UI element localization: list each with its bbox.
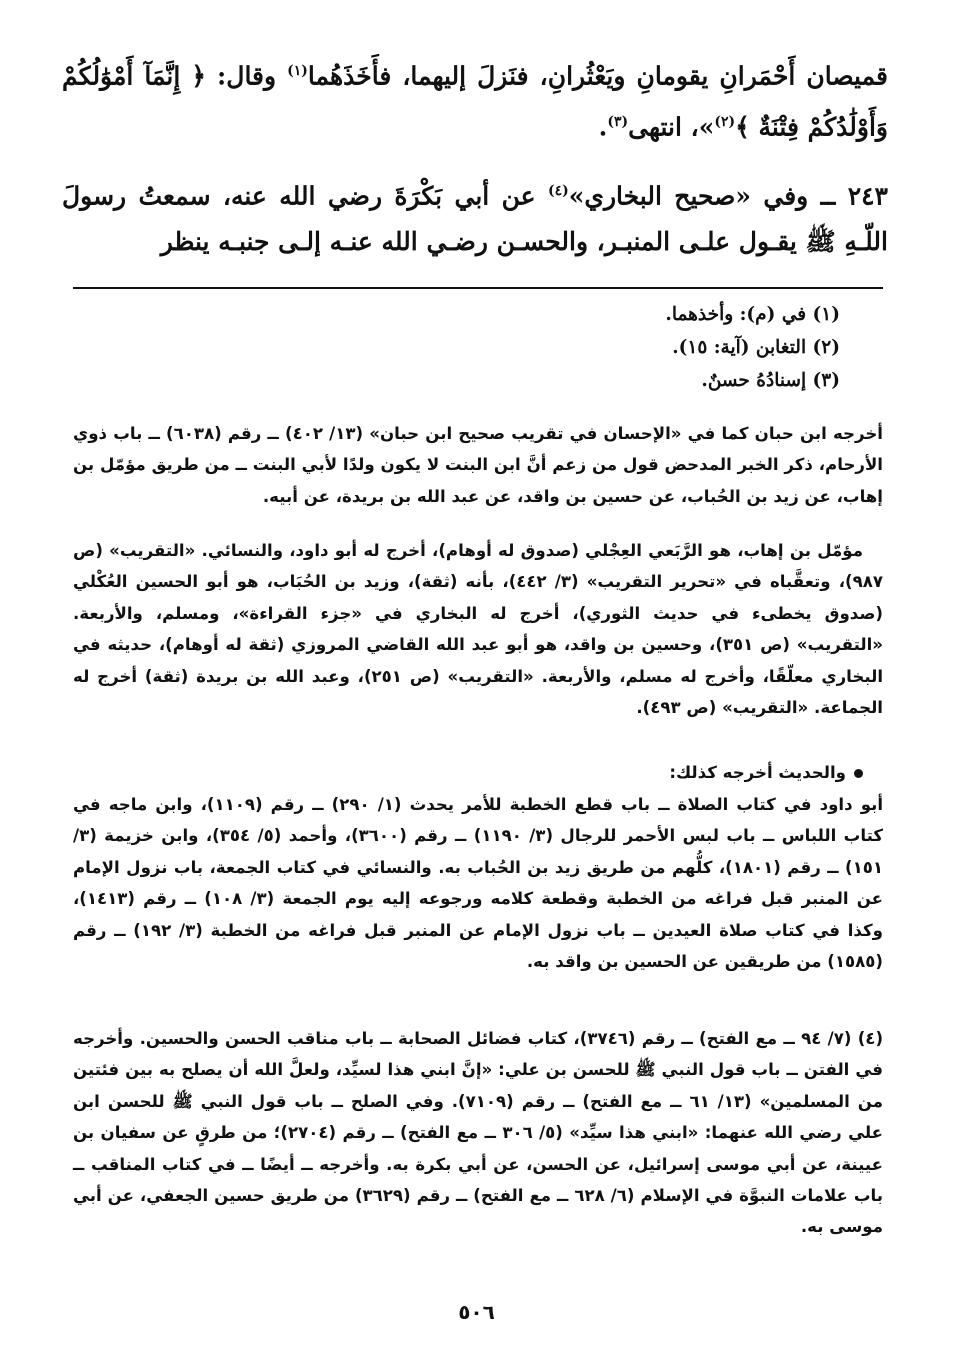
note-paragraph-1 — [73, 418, 883, 512]
note-text-2: مؤمّل بن إهاب، هو الرَّبَعي العِجْلي (صدوق له أوهام)، أخرج له أبو داود، والنسائي. «التقريب» (ص ٩٨٧)، وتعقَّباه في «تحرير التقريب» (٣/ ٤٤٢)، بأنه (ثقة)، وزيد بن الحُبَاب، هو أبو الحسين العُكْلي (صدوق يخطىء في حديث الثوري)، أخرج له البخاري في «جزء القراءة»، ومسلم، والأربعة. «التقريب» (ص ٣٥١)، وحسين بن واقد، هو أبو عبد الله القاضي المروزي (ثقة له أوهام)، حديثه في البخاري معلّقًا، وأخرج له مسلم، والأربعة. «التقريب» (ص ٢٥١)، وعبد الله بن بريدة (ثقة) أخرج له الجماعة. «التقريب» (ص ٤٩٣). — [73, 541, 884, 718]
hadith-text-a: ــ وفي «صحيح البخاري» — [568, 181, 848, 211]
footnote-2: (٢) التغابن (آية: ١٥). — [672, 337, 840, 358]
footnote-list — [140, 298, 840, 397]
hadith-text-b: عن أبي بَكْرَةَ رضي الله عنه، سمعتُ رسولَ اللّـهِ ﷺ يقـول علـى المنبـر، والحسـن رضـي الله عنـه إلـى جنبـه ينظر — [62, 181, 888, 257]
footnote-ref-1[interactable]: (١) — [287, 63, 308, 79]
note-text-4: أبو داود في كتاب الصلاة ــ باب قطع الخطبة للأمر يحدث (١/ ٢٩٠) ــ رقم (١١٠٩)، وابن ماجه في كتاب اللباس ــ باب لبس الأحمر للرجال (٣/ ١١٩٠) ــ رقم (٣٦٠٠)، وأحمد (٥/ ٣٥٤)، وابن خزيمة (٣/ ١٥١) ــ رقم (١٨٠١)، كلُّهم من طريق زيد بن الحُباب به. والنسائي في كتاب الجمعة، باب نزول الإمام عن المنبر قبل فراغه من الخطبة وقطعة كلامه ورجوعه إليه يوم الجمعة (٣/ ١٠٨) ــ رقم (١٤١٣)، وكذا في كتاب صلاة العيدين ــ باب نزول الإمام عن المنبر قبل فراغه من الخطبة (٣/ ١٩٢) ــ رقم (١٥٨٥) من طريقين عن الحسين بن واقد به. — [73, 795, 884, 972]
note-text-5: (٤) (٧/ ٩٤ ــ مع الفتح) ــ رقم (٣٧٤٦)، كتاب فضائل الصحابة ــ باب مناقب الحسن والحسين. وأخرجه في الفتن ــ باب قول النبي ﷺ للحسن بن علي: «إنَّ ابني هذا لسيِّد، ولعلَّ الله أن يصلح به بين فئتين من المسلمين» (١٣/ ٦١ ــ مع الفتح) ــ رقم (٧١٠٩). وفي الصلح ــ باب قول النبي ﷺ للحسن ابن علي رضي الله عنهما: «ابني هذا سيِّد» (٥/ ٣٠٦ ــ مع الفتح) ــ رقم (٢٧٠٤)؛ من طرقٍ عن سفيان بن عيينة، عن أبي موسى إسرائيل، عن الحسن، عن أبي بكرة به. وأخرجه ــ أيضًا ــ في كتاب المناقب ــ باب علامات النبوَّة في الإسلام (٦/ ٦٢٨ ــ مع الفتح) ــ رقم (٣٦٢٩) من طريق حسين الجعفي، عن أبي موسى به. — [73, 1029, 884, 1237]
main-text-block-1 — [62, 48, 888, 151]
main-line-1c: »، انتهى — [628, 112, 715, 142]
footnote-ref-2[interactable]: (٢) — [714, 114, 736, 131]
note-paragraph-4 — [73, 789, 883, 977]
footnote-1: (١) في (م): وأخذهما. — [665, 304, 840, 325]
footnote-ref-3[interactable]: (٣) — [607, 114, 629, 131]
footnote-separator — [73, 287, 883, 289]
main-line-1b: وقال: ﴿ إِنَّمَآ أَمْوَٰلُكُمْ وَأَوْلَٰدُكُمْ فِتْنَةٌ ﴾ — [62, 61, 888, 142]
note-paragraph-3 — [73, 757, 883, 788]
footnote-3: (٣) إسنادُهُ حسنٌ. — [701, 370, 840, 391]
footnote-ref-4[interactable]: (٤) — [548, 183, 569, 199]
note-text-3: والحديث أخرجه كذلك: — [669, 763, 846, 782]
main-line-1d: . — [598, 112, 608, 142]
bullet-icon — [854, 769, 863, 778]
page-number: ٥٠٦ — [458, 1300, 495, 1324]
main-line-1: قميصان أَحْمَرانِ يقومانِ ويَعْثُرانِ، فنَزلَ إليهما، فأَخَذَهُما — [307, 61, 888, 91]
note-paragraph-2 — [73, 535, 883, 723]
note-text-1: أخرجه ابن حبان كما في «الإحسان في تقريب صحيح ابن حبان» (١٣/ ٤٠٢) ــ رقم (٦٠٣٨) ــ باب ذوي الأرحام، ذكر الخبر المدحض قول من زعم أنَّ ابن البنت لا يكون ولدًا لأبي البنت ــ من طريق مؤمّل بن إهاب، عن زيد بن الحُباب، عن حسين بن واقد، عن عبد الله بن بريدة، عن أبيه. — [73, 424, 883, 506]
note-paragraph-5 — [73, 1023, 883, 1243]
hadith-paragraph — [62, 168, 888, 265]
hadith-number: ٢٤٣ — [847, 181, 888, 211]
